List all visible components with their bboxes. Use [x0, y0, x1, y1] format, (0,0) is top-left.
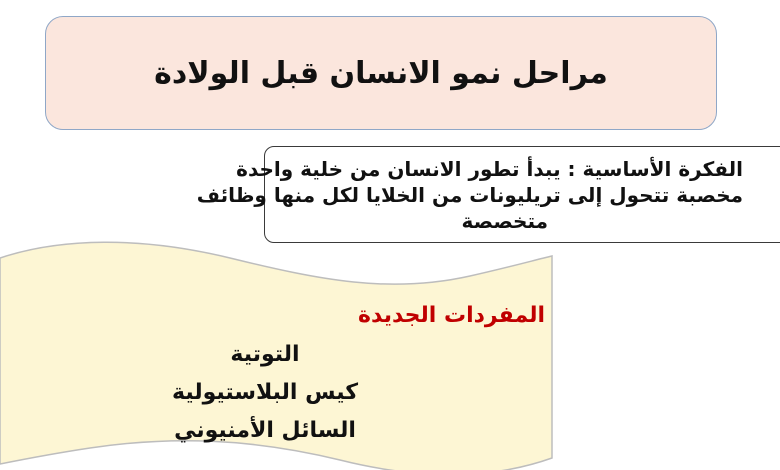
vocabulary-list	[140, 336, 390, 450]
vocabulary-item: السائل الأمنيوني	[174, 418, 356, 443]
main-idea-line-1: الفكرة الأساسية : يبدأ تطور الانسان من خلية واحدة	[236, 157, 743, 181]
vocabulary-item: التوتية	[230, 342, 300, 367]
vocabulary-item: كيس البلاستيولية	[172, 380, 358, 405]
title-banner	[45, 16, 717, 130]
main-idea-line-2: مخصبة تتحول إلى تريليونات من الخلايا لكل منها وظائف	[196, 183, 743, 207]
vocabulary-heading: المفردات الجديدة	[358, 303, 545, 328]
main-idea-box	[196, 146, 780, 243]
main-idea-line-3: متخصصة	[461, 209, 548, 233]
main-idea-text	[196, 156, 743, 234]
slide-title: مراحل نمو الانسان قبل الولادة	[154, 55, 608, 91]
